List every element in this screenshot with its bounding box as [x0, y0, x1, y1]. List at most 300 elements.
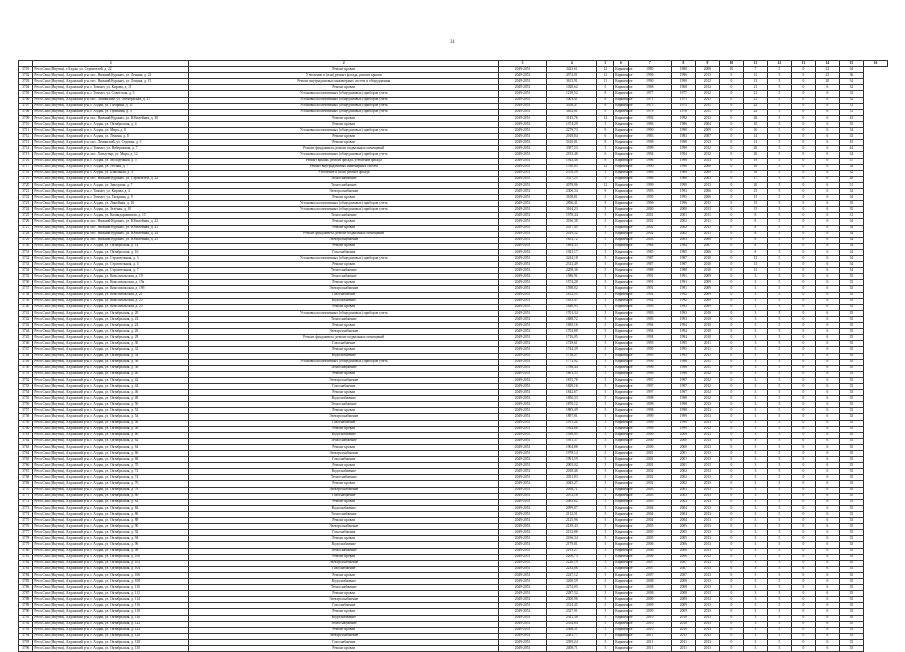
table-cell: 2002 [628, 225, 671, 231]
table-cell: 35 [839, 524, 863, 530]
table-cell: 2012 [695, 85, 719, 91]
table-cell: Установка коллективных (общедомовых) приборов учета [189, 103, 499, 109]
table-cell: 1991 [671, 286, 695, 292]
table-cell: 0 [719, 329, 743, 335]
table-cell: Кирпичное [615, 176, 633, 181]
table-cell: Кирпичное [615, 145, 633, 150]
table-cell: 2049-2051 [499, 377, 547, 383]
table-cell: 3 [743, 371, 767, 377]
table-cell: 2072,18 [547, 493, 597, 499]
table-cell: 34 [839, 188, 863, 194]
table-cell: Кирпичное [615, 347, 633, 352]
table-cell: 15 [743, 201, 767, 207]
table-cell: 6 [597, 134, 614, 140]
table-cell: 2004 [671, 511, 695, 517]
table-cell: 1990 [671, 79, 695, 85]
table-cell: 0 [719, 237, 743, 243]
table-cell: Респ.Саха (Якутия), Алданский р-н, г. Алдан, ул. Октябрьская, д. 90 [33, 524, 189, 530]
table-cell: 9 [597, 188, 614, 194]
table-cell: Кирпичное [615, 261, 633, 266]
table-cell: 5 [767, 243, 791, 249]
table-cell: 5 [767, 353, 791, 359]
table-cell: Кирпичное [615, 133, 633, 138]
table-cell: 6 [815, 121, 839, 127]
table-cell: 5 [767, 591, 791, 597]
table-cell: 2049-2051 [499, 231, 547, 237]
table-cell: 0 [719, 128, 743, 134]
table-cell: 8 [743, 237, 767, 243]
table-cell: 5 [597, 524, 614, 530]
table-cell: 1989 [671, 170, 695, 176]
table-cell: Респ.Саха (Якутия), Алданский р-н, пос. Нижний Куранах, ул. Юбилейная, д. 30 [33, 115, 189, 121]
table-cell: 2049-2051 [499, 134, 547, 140]
table-cell: Кирпичное [615, 127, 633, 132]
table-cell: 0 [791, 426, 815, 432]
table-cell: 3 [743, 457, 767, 463]
table-cell: Респ.Саха (Якутия), Алданский р-н, г. Алдан, ул. Октябрьская, д. 32 [33, 347, 189, 353]
table-cell: Респ.Саха (Якутия), Алданский р-н, г. Алдан, ул. Октябрьская, д. 76 [33, 481, 189, 487]
table-cell: 2139,43 [547, 524, 597, 530]
table-cell: Кирпичное [615, 170, 633, 175]
table-cell: 35 [839, 371, 863, 377]
table-cell: 2008 [695, 164, 719, 170]
table-cell: 34 [839, 243, 863, 249]
table-cell: 2244,18 [547, 256, 597, 262]
table-cell: 2049-2051 [499, 402, 547, 408]
table-cell: 5 [767, 225, 791, 231]
table-cell: Кирпичное [615, 249, 633, 254]
table-cell: 5 [767, 487, 791, 493]
table-cell: 5 [597, 572, 614, 578]
table-cell: 21 [743, 97, 767, 103]
table-cell: 5 [767, 140, 791, 146]
table-cell: 2354,84 [547, 621, 597, 627]
table-cell: 6 [815, 621, 839, 627]
table-cell: 2049-2051 [499, 560, 547, 566]
table-cell: 21 [743, 85, 767, 91]
table-cell: 1996 [628, 365, 671, 371]
table-cell: 6 [815, 402, 839, 408]
table-cell: 0 [791, 146, 815, 152]
table-cell: 0 [719, 79, 743, 85]
table-cell: 2001 [671, 457, 695, 463]
table-cell: 2125,96 [547, 518, 597, 524]
table-cell: 3 [743, 469, 767, 475]
table-cell: 2009 [695, 304, 719, 310]
table-cell: 3755 [19, 396, 33, 402]
table-cell: 35 [839, 310, 863, 316]
table-cell: 5 [597, 487, 614, 493]
table-cell: 0 [719, 298, 743, 304]
table-cell: 0 [719, 146, 743, 152]
table-cell: 32 [839, 85, 863, 91]
table-cell: Кирпичное [615, 78, 633, 83]
table-cell: 1995 [671, 347, 695, 353]
header-cell: 3 [499, 61, 547, 67]
table-cell: 6 [815, 591, 839, 597]
table-cell: Респ.Саха (Якутия), Алданский р-н, г. Алдан, ул. Октябрьская, д. 82 [33, 499, 189, 505]
table-cell: 0 [719, 560, 743, 566]
table-cell: 1997 [671, 377, 695, 383]
table-cell: 0 [719, 225, 743, 231]
table-cell: 5 [597, 578, 614, 584]
table-cell: Теплоснабжение [189, 438, 499, 444]
table-cell: 2013 [695, 597, 719, 603]
table-cell: Электроснабжение [189, 237, 499, 243]
table-cell: 0 [719, 170, 743, 176]
table-cell: 1999 [628, 146, 671, 152]
table-cell: Кирпичное [615, 206, 633, 211]
table-cell: 0 [791, 286, 815, 292]
table-cell: 2007 [671, 560, 695, 566]
table-cell: 2049-2051 [499, 457, 547, 463]
table-cell: 0 [719, 524, 743, 530]
table-cell: 31 [839, 182, 863, 188]
table-cell: Респ.Саха (Якутия), Алданский р-н, пос. Ленинский, ул. Садовая, д. 3 [33, 140, 189, 146]
table-cell: Ремонт кровли [189, 262, 499, 268]
table-cell: 6 [815, 237, 839, 243]
table-cell: 35 [839, 639, 863, 645]
table-cell: Ремонт кровли [189, 304, 499, 310]
table-cell: Кирпичное [615, 401, 633, 406]
table-cell: 3 [743, 304, 767, 310]
table-cell: Газоснабжение [189, 493, 499, 499]
table-cell: 0 [719, 231, 743, 237]
table-cell: 2220,19 [547, 560, 597, 566]
table-cell: Кирпичное [615, 200, 633, 205]
table-cell: 5 [597, 371, 614, 377]
table-cell: 2013 [695, 621, 719, 627]
table-cell: 0 [719, 286, 743, 292]
table-cell: 5 [597, 353, 614, 359]
table-cell: Утепление и (или) ремонт фасада [189, 170, 499, 176]
table-cell: 6 [815, 371, 839, 377]
table-cell: Кирпичное [615, 468, 633, 473]
table-cell: Кирпичное [615, 487, 633, 492]
table-cell: Кирпичное [615, 231, 633, 236]
table-cell: Респ.Саха (Якутия), Алданский р-н, г. Алдан, ул. Октябрьская, д. 104 [33, 566, 189, 572]
table-cell: 3790 [19, 609, 33, 615]
table-cell: 2049-2051 [499, 109, 547, 115]
table-cell: 13 [743, 140, 767, 146]
table-cell: 2312,49 [547, 262, 597, 268]
table-cell: 2012 [695, 91, 719, 97]
table-cell: Кирпичное [615, 213, 633, 217]
table-cell: 2049-2051 [499, 542, 547, 548]
header-cell: 8 [671, 61, 695, 67]
table-cell: 2012 [695, 377, 719, 383]
table-cell: 3729 [19, 237, 33, 243]
table-cell: 5 [597, 396, 614, 402]
table-cell: 9 [597, 201, 614, 207]
table-cell: 6 [815, 639, 839, 645]
table-cell: 5 [597, 292, 614, 298]
table-cell: 3 [743, 597, 767, 603]
table-cell: 3709 [19, 115, 33, 121]
table-cell: 10 [743, 121, 767, 127]
table-cell: Ремонт внутридомовых инженерных систем и оборудования [189, 79, 499, 85]
table-cell: Кирпичное [615, 444, 633, 449]
table-cell: 35 [839, 475, 863, 481]
table-cell: 5 [767, 152, 791, 158]
table-cell: 3 [743, 316, 767, 322]
table-cell: 3751 [19, 371, 33, 377]
table-cell: Установка коллективных (общедомовых) приборов учета [189, 256, 499, 262]
table-cell: Респ.Саха (Якутия), Алданский р-н, пос. Ленинский, ул. Октябрьская, д. 21 [33, 97, 189, 103]
table-cell: 5 [767, 280, 791, 286]
table-cell: 2009 [695, 286, 719, 292]
table-cell: 5 [767, 371, 791, 377]
table-cell: 0 [791, 316, 815, 322]
table-cell: 3780 [19, 548, 33, 554]
table-cell: 35 [839, 432, 863, 438]
table-cell: Кирпичное [615, 85, 633, 90]
table-cell: 2085,62 [547, 499, 597, 505]
table-cell: 2013 [695, 554, 719, 560]
table-cell: 2206,73 [547, 554, 597, 560]
table-cell: 2049-2051 [499, 396, 547, 402]
table-cell: 2000 [671, 438, 695, 444]
table-cell: 2193,27 [547, 548, 597, 554]
table-cell: 6 [815, 225, 839, 231]
table-cell: 0 [791, 585, 815, 591]
table-cell: 20 [743, 182, 767, 188]
table-cell: 2006 [671, 554, 695, 560]
table-cell: 3 [743, 298, 767, 304]
table-cell: Респ.Саха (Якутия), Алданский р-н, г. Алдан, ул. Октябрьская, д. 92 [33, 530, 189, 536]
table-cell: 0 [719, 274, 743, 280]
table-cell: Респ.Саха (Якутия), Алданский р-н, г. Алдан, ул. Октябрьская, д. 110 [33, 585, 189, 591]
table-cell: Респ.Саха (Якутия), Алданский р-н, г. Алдан, ул. Октябрьская, д. 36 [33, 359, 189, 365]
table-cell: Ремонт кровли [189, 347, 499, 353]
table-cell: 3 [743, 310, 767, 316]
table-cell: Кирпичное [615, 438, 633, 443]
table-cell: 5 [597, 591, 614, 597]
table-cell: Кирпичное [615, 255, 633, 260]
table-cell: 6 [815, 213, 839, 219]
table-cell: 0 [719, 530, 743, 536]
table-cell: Установка коллективных (общедомовых) приборов учета [189, 152, 499, 158]
table-cell: Кирпичное [615, 450, 633, 455]
table-cell: 35 [839, 201, 863, 207]
table-cell: 1744,39 [547, 347, 597, 353]
table-cell: 0 [791, 463, 815, 469]
table-cell: 6 [815, 505, 839, 511]
table-cell: 6 [815, 91, 839, 97]
table-cell: 2011 [628, 639, 671, 645]
table-cell: 35 [839, 207, 863, 213]
table-cell: 35 [839, 335, 863, 341]
table-cell: 1598,02 [547, 286, 597, 292]
table-cell: 1924,66 [547, 426, 597, 432]
table-cell: 0 [719, 408, 743, 414]
table-cell: 5 [767, 542, 791, 548]
table-cell: 6 [815, 316, 839, 322]
table-cell: Респ.Саха (Якутия), Алданский р-н, г. Алдан, ул. Строительная, д. 3 [33, 256, 189, 262]
table-cell: 2049-2051 [499, 219, 547, 225]
table-cell: 2013 [695, 438, 719, 444]
table-cell: 1987 [671, 256, 695, 262]
table-cell: 3764 [19, 451, 33, 457]
table-cell: 6 [815, 524, 839, 530]
table-cell: 35 [839, 420, 863, 426]
table-cell: 0 [719, 572, 743, 578]
table-cell: 3 [743, 383, 767, 389]
table-cell: 20 [743, 115, 767, 121]
table-cell: Респ.Саха (Якутия), Алданский р-н, пос. Нижний Куранах, ул. Строителей, д. 24 [33, 176, 189, 182]
table-cell: 0 [719, 207, 743, 213]
header-cell: 6 [614, 61, 628, 67]
table-cell: 3779 [19, 542, 33, 548]
table-cell: 0 [719, 371, 743, 377]
table-cell: 35 [839, 646, 863, 652]
table-cell: 35 [839, 591, 863, 597]
table-cell: Кирпичное [615, 334, 633, 339]
table-cell: 3768 [19, 475, 33, 481]
table-cell: 1996 [628, 158, 671, 164]
table-cell: 6 [815, 396, 839, 402]
table-cell: 2012 [695, 146, 719, 152]
table-cell: Респ.Саха (Якутия), Алданский р-н, г. Алдан, ул. Октябрьская, д. 78 [33, 487, 189, 493]
table-cell: 2009 [695, 128, 719, 134]
table-cell: Респ.Саха (Якутия), Алданский р-н, г. Алдан, ул. Каландаришвили, д. 15 [33, 213, 189, 219]
table-cell: 5 [597, 170, 614, 176]
table-cell: 0 [719, 304, 743, 310]
table-cell: Респ.Саха (Якутия), Алданский р-н, г. Томмот, ул. Набережная, д. 7 [33, 146, 189, 152]
table-cell: 2274,05 [547, 585, 597, 591]
table-cell: 35 [839, 316, 863, 322]
table-cell: 2049-2051 [499, 85, 547, 91]
table-cell: Кирпичное [615, 377, 633, 382]
table-cell: 6 [815, 268, 839, 274]
table-cell: Респ.Саха (Якутия), Алданский р-н, г. Алдан, ул. Октябрьская, д. 54 [33, 414, 189, 420]
table-cell: 2049-2051 [499, 115, 547, 121]
table-cell: 2006 [628, 542, 671, 548]
table-cell: 6 [815, 463, 839, 469]
table-cell: 35 [839, 463, 863, 469]
table-cell: 0 [719, 341, 743, 347]
table-cell: 0 [791, 195, 815, 201]
table-cell: 2049-2051 [499, 286, 547, 292]
table-cell: Респ.Саха (Якутия), Алданский р-н, г. Алдан, ул. Октябрьская, д. 74 [33, 475, 189, 481]
table-cell: 0 [791, 103, 815, 109]
table-cell: 35 [839, 603, 863, 609]
table-cell: Водоснабжение [189, 542, 499, 548]
table-cell: 3725 [19, 213, 33, 219]
table-cell: 5 [767, 128, 791, 134]
table-cell: Ремонт кровли [189, 115, 499, 121]
table-cell: 5 [597, 121, 614, 127]
table-cell: 3 [743, 591, 767, 597]
table-cell: Кирпичное [615, 158, 633, 163]
table-cell: 0 [719, 256, 743, 262]
table-cell: 1996 [628, 359, 671, 365]
table-cell: 0 [791, 91, 815, 97]
table-cell: 0 [791, 438, 815, 444]
table-cell: 3 [743, 560, 767, 566]
table-cell: 5 [597, 286, 614, 292]
table-cell: 2049-2051 [499, 499, 547, 505]
table-cell: 3 [743, 633, 767, 639]
table-cell: 1999 [671, 146, 695, 152]
table-cell: 0 [719, 97, 743, 103]
table-cell: 0 [791, 67, 815, 73]
table-cell: Ремонт кровли [189, 134, 499, 140]
table-cell: 2003 [628, 499, 671, 505]
table-cell: 3 [743, 335, 767, 341]
table-cell: 1574,28 [547, 280, 597, 286]
table-cell: 44 [839, 146, 863, 152]
table-cell: 2049-2051 [499, 463, 547, 469]
table-cell: 2049-2051 [499, 103, 547, 109]
table-cell: 11 [597, 79, 614, 85]
table-cell: 2049-2051 [499, 536, 547, 542]
table-cell: 2013 [695, 481, 719, 487]
table-cell: 3721 [19, 188, 33, 194]
table-cell: Кирпичное [615, 633, 633, 638]
table-cell: Респ.Саха (Якутия), Алданский р-н, г. Алдан, ул. Октябрьская, д. 72 [33, 469, 189, 475]
table-cell: 23 [815, 67, 839, 73]
table-cell: 5 [597, 432, 614, 438]
table-cell: 6 [815, 323, 839, 329]
table-cell: Респ.Саха (Якутия), Алданский р-н, г. Алдан, ул. Строительная, д. 7 [33, 268, 189, 274]
table-cell: 5 [767, 414, 791, 420]
table-cell: Кирпичное [615, 548, 633, 553]
table-cell: 2049-2051 [499, 121, 547, 127]
table-cell: 35 [839, 274, 863, 280]
table-cell: 2233,66 [547, 566, 597, 572]
table-cell: 2002 [628, 231, 671, 237]
table-cell: 0 [791, 493, 815, 499]
table-cell: 2006 [628, 548, 671, 554]
table-cell: 2049-2051 [499, 347, 547, 353]
table-cell: 2011 [628, 633, 671, 639]
table-cell: Респ.Саха (Якутия), Алданский р-н, г. Алдан, ул. Октябрьская, д. 4 [33, 121, 189, 127]
table-cell: Ремонт кровли [189, 609, 499, 615]
table-cell: 5 [767, 578, 791, 584]
table-cell: 2049-2051 [499, 475, 547, 481]
table-cell: Кирпичное [615, 621, 633, 626]
table-cell: 5 [767, 134, 791, 140]
table-cell: 3 [743, 487, 767, 493]
table-cell: 3771 [19, 493, 33, 499]
table-cell: 0 [791, 414, 815, 420]
table-cell: 1996 [628, 73, 671, 79]
table-cell: 3 [743, 341, 767, 347]
table-cell: Кирпичное [615, 578, 633, 583]
table-cell: 2010 [628, 621, 671, 627]
table-cell: Кирпичное [615, 316, 633, 321]
table-cell: 2013 [695, 542, 719, 548]
table-cell: 0 [791, 469, 815, 475]
table-cell: 5 [767, 383, 791, 389]
table-cell: 5 [767, 79, 791, 85]
table-cell: 2013 [695, 140, 719, 146]
table-cell: 0 [719, 188, 743, 194]
table-cell: 1218,52 [547, 91, 597, 97]
table-cell: 2002 [628, 475, 671, 481]
table-cell: 5 [767, 420, 791, 426]
table-cell: Ремонт кровли [189, 572, 499, 578]
table-cell: 5 [597, 548, 614, 554]
table-cell: 5 [767, 164, 791, 170]
table-cell: 5 [767, 109, 791, 115]
table-cell: 5 [597, 274, 614, 280]
table-cell: 5 [597, 469, 614, 475]
table-cell: 1758,27 [547, 353, 597, 359]
table-cell: 31 [839, 109, 863, 115]
table-cell: 1897,81 [547, 414, 597, 420]
